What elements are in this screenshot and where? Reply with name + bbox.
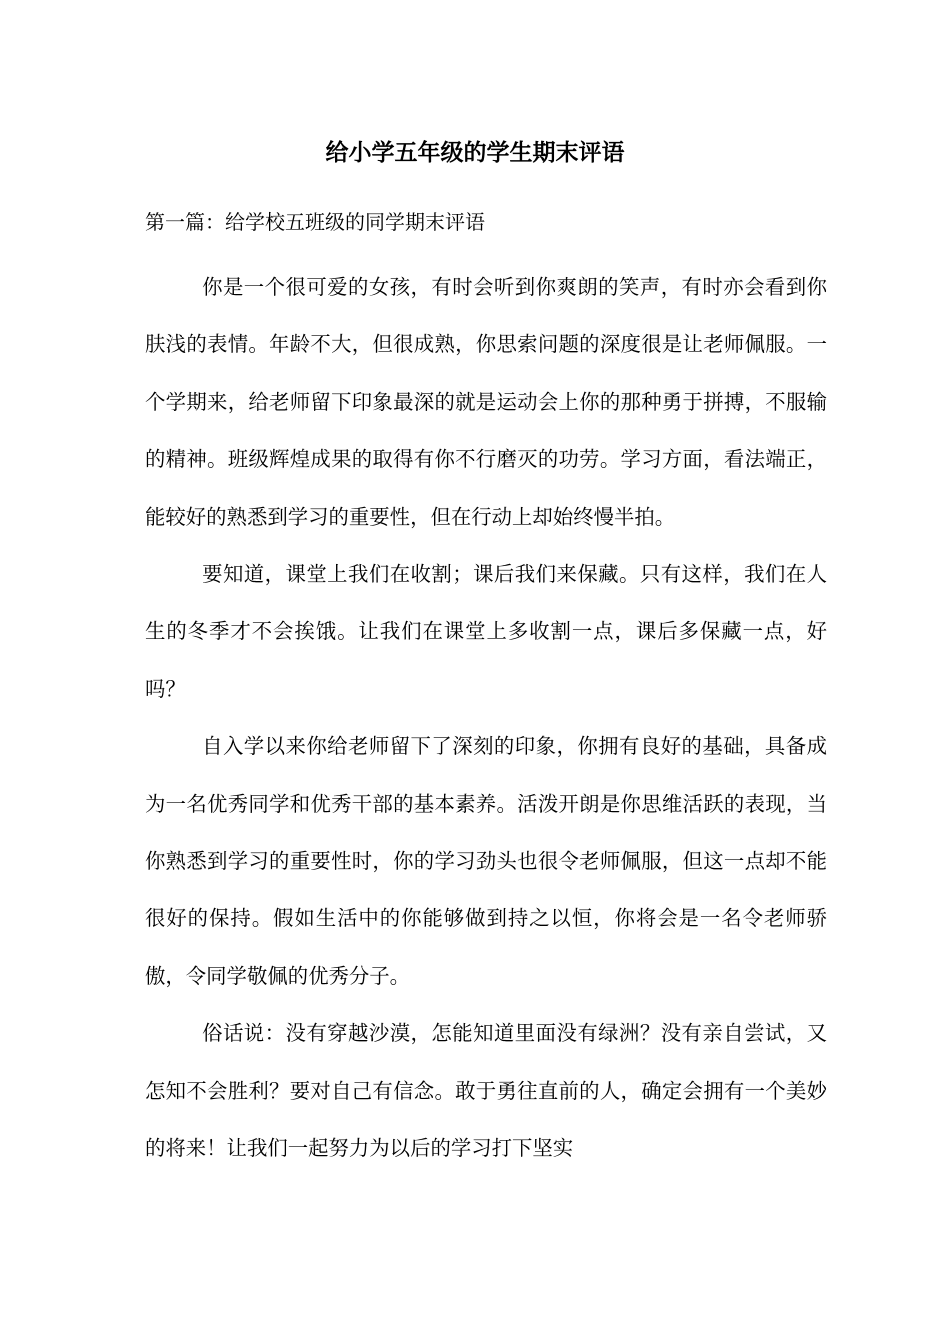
paragraph-3: 自入学以来你给老师留下了深刻的印象，你拥有良好的基础，具备成为一名优秀同学和优秀干部的基本素养。活泼开朗是你思维活跃的表现，当你熟悉到学习的重要性时，你的学习劲头也很令老师佩服，但这一点却不能很好的保持。假如生活中的你能够做到持之以恒，你将会是一名令老师骄傲，令同学敬佩的优秀分子。 [145, 734, 827, 988]
page-title: 给小学五年级的学生期末评语 [325, 140, 625, 166]
paragraph-2: 要知道，课堂上我们在收割；课后我们来保藏。只有这样，我们在人生的冬季才不会挨饿。让我们在课堂上多收割一点，课后多保藏一点，好吗？ [145, 562, 827, 701]
paragraph-4: 俗话说：没有穿越沙漠，怎能知道里面没有绿洲？没有亲自尝试，又怎知不会胜利？要对自己有信念。敢于勇往直前的人，确定会拥有一个美妙的将来！让我们一起努力为以后的学习打下坚实 [145, 1021, 827, 1161]
body-text [145, 259, 827, 1178]
paragraph-1: 你是一个很可爱的女孩，有时会听到你爽朗的笑声，有时亦会看到你肤浅的表情。年龄不大，但很成熟，你思索问题的深度很是让老师佩服。一个学期来，给老师留下印象最深的就是运动会上你的那种勇于拼搏，不服输的精神。班级辉煌成果的取得有你不行磨灭的功劳。学习方面，看法端正，能较好的熟悉到学习的重要性，但在行动上却始终慢半拍。 [145, 275, 827, 529]
section-heading: 第一篇：给学校五班级的同学期末评语 [145, 210, 485, 234]
